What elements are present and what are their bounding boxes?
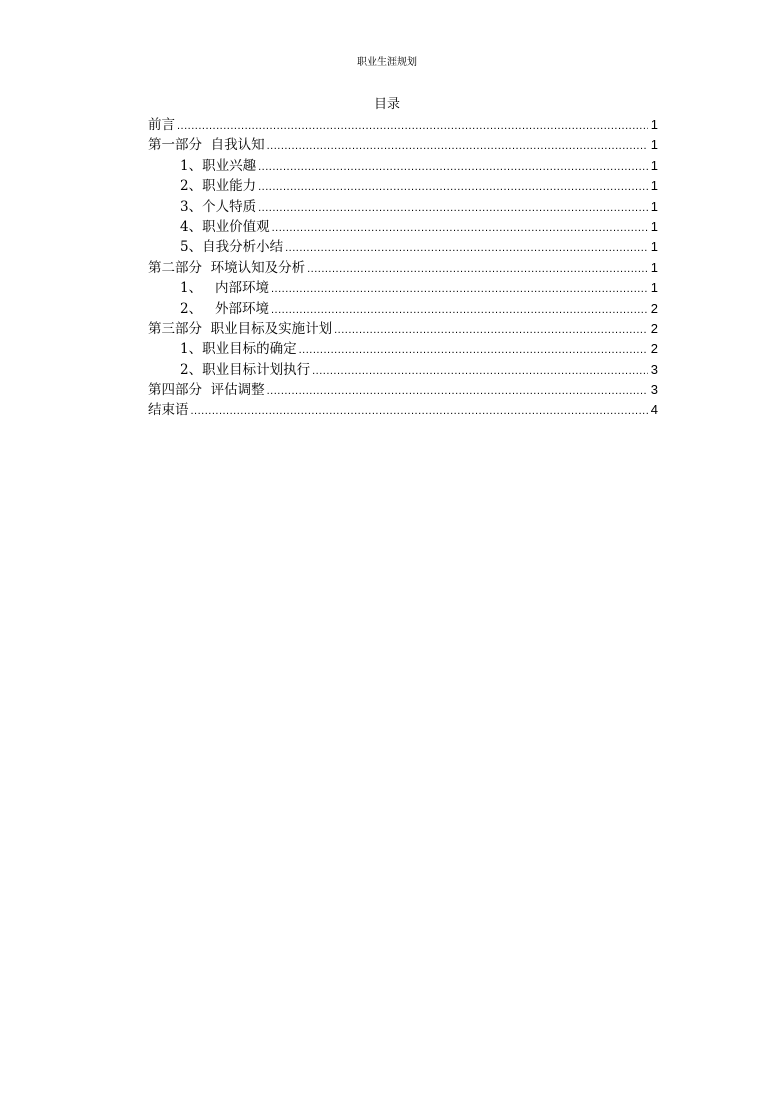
toc-dot-leader — [272, 218, 648, 238]
toc-entry[interactable] — [148, 278, 658, 298]
toc-entry-page: 1 — [650, 280, 658, 296]
toc-entry-label: 第二部分 环境认知及分析 — [148, 259, 306, 276]
toc-entry-page: 3 — [650, 382, 658, 398]
toc-entry-page: 4 — [650, 402, 658, 418]
toc-entry-label: 第一部分 自我认知 — [148, 137, 265, 154]
toc-entry-label: 2、职业能力 — [180, 178, 257, 195]
toc-dot-leader — [177, 116, 648, 136]
toc-entry[interactable] — [148, 319, 658, 339]
toc-dot-leader — [299, 340, 648, 360]
toc-dot-leader — [258, 198, 648, 218]
toc-entry-page: 2 — [650, 341, 658, 357]
toc-entry[interactable] — [148, 237, 658, 257]
toc-entry-page: 1 — [650, 198, 658, 214]
table-of-contents — [148, 115, 658, 421]
toc-entry-label: 5、自我分析小结 — [180, 239, 284, 256]
toc-entry[interactable] — [148, 135, 658, 155]
toc-entry[interactable] — [148, 258, 658, 278]
toc-title: 目录 — [373, 97, 400, 112]
toc-entry-label: 1、职业目标的确定 — [180, 341, 297, 358]
toc-dot-leader — [307, 259, 648, 279]
toc-entry-label: 第三部分 职业目标及实施计划 — [148, 320, 333, 337]
toc-entry-page: 2 — [650, 300, 658, 316]
toc-entry[interactable] — [148, 400, 658, 420]
toc-dot-leader — [285, 238, 648, 258]
toc-entry-label: 4、职业价值观 — [180, 218, 270, 235]
toc-entry[interactable] — [148, 115, 658, 135]
toc-dot-leader — [271, 300, 648, 320]
toc-entry-label: 第四部分 评估调整 — [148, 382, 265, 399]
toc-entry-label: 3、个人特质 — [180, 198, 257, 215]
toc-entry[interactable] — [148, 156, 658, 176]
toc-entry[interactable] — [148, 197, 658, 217]
toc-entry-page: 1 — [650, 259, 658, 275]
toc-dot-leader — [191, 401, 649, 421]
toc-entry[interactable] — [148, 299, 658, 319]
toc-entry-page: 3 — [650, 361, 658, 377]
toc-entry[interactable] — [148, 380, 658, 400]
toc-entry-page: 1 — [650, 137, 658, 153]
toc-entry-label: 前言 — [148, 117, 175, 133]
toc-dot-leader — [258, 157, 648, 177]
toc-entry[interactable] — [148, 217, 658, 237]
toc-dot-leader — [267, 381, 648, 401]
toc-entry[interactable] — [148, 176, 658, 196]
running-header: 职业生涯规划 — [357, 57, 417, 68]
toc-dot-leader — [312, 361, 648, 381]
toc-entry-page: 2 — [650, 320, 658, 336]
toc-entry-page: 1 — [650, 218, 658, 234]
toc-dot-leader — [258, 177, 648, 197]
toc-entry[interactable] — [148, 360, 658, 380]
toc-entry-label: 2、 外部环境 — [180, 300, 269, 317]
toc-entry-page: 1 — [650, 117, 658, 132]
toc-dot-leader — [271, 279, 648, 299]
toc-dot-leader — [267, 136, 648, 156]
toc-entry-label: 1、 内部环境 — [180, 280, 269, 297]
toc-entry-label: 1、职业兴趣 — [180, 157, 257, 174]
toc-entry-page: 1 — [650, 157, 658, 173]
toc-entry-label: 结束语 — [148, 402, 189, 419]
toc-dot-leader — [334, 320, 648, 340]
toc-entry-page: 1 — [650, 239, 658, 255]
toc-entry-page: 1 — [650, 178, 658, 194]
toc-entry-label: 2、职业目标计划执行 — [180, 361, 311, 378]
toc-entry[interactable] — [148, 339, 658, 359]
